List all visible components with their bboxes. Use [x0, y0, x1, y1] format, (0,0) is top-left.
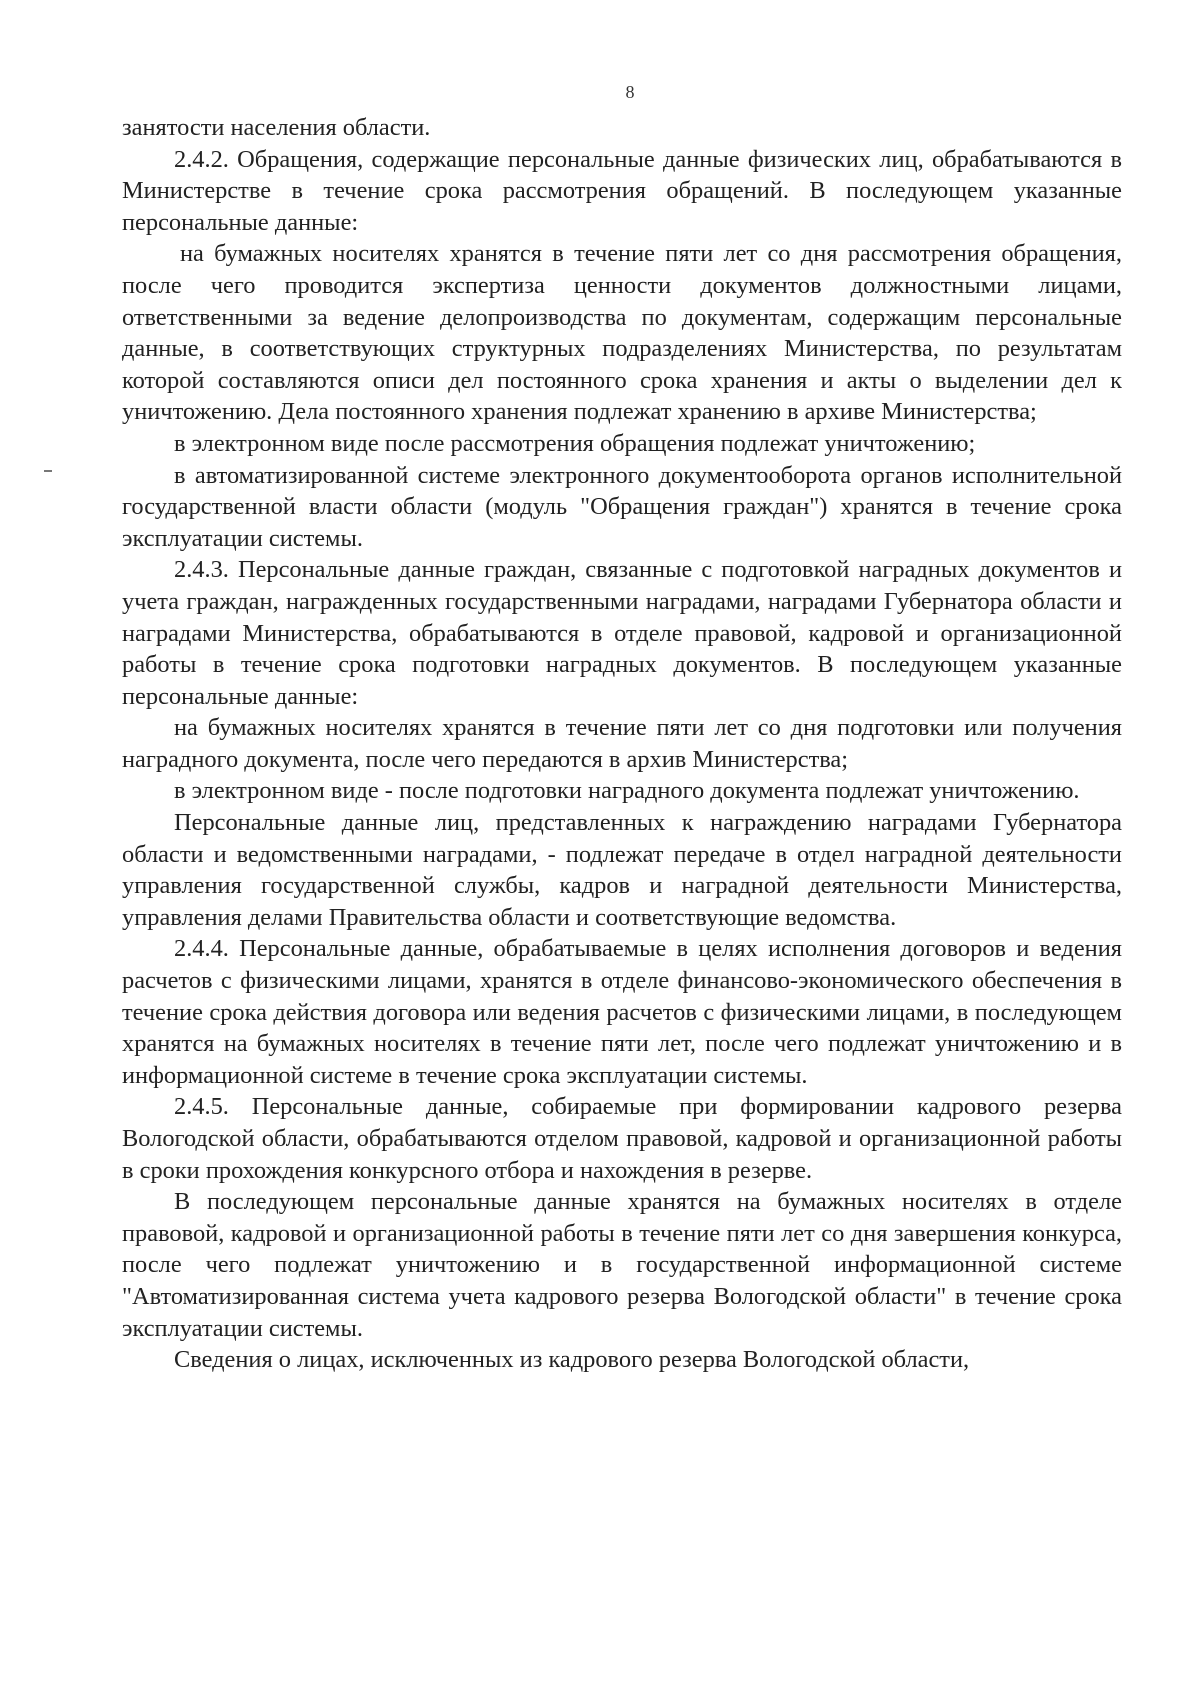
- paragraph-electronic-appeals: в электронном виде после рассмотрения обращения подлежат уничтожению;: [174, 429, 976, 457]
- paragraph-2-4-4: 2.4.4. Персональные данные, обрабатываемые в целях исполнения договоров и ведения расчетов с физическими лицами, хранятся в отделе финансово-экономического обеспечения в течение срока действия договора или ведения расчетов с физическими лицами, в последующем хранятся на бумажных носителях в течение пяти лет, после чего подлежат уничтожению и в информационной системе в течение срока эксплуатации системы.: [122, 935, 1122, 1089]
- paragraph-paper-storage-appeals: на бумажных носителях хранятся в течение пяти лет со дня рассмотрения обращения, после чего проводится экспертиза ценности документов должностными лицами, ответственными за ведение делопроизводства по документам, содержащим персональные данные, в соответствующих структурных подразделениях Министерства, по результатам которой составляются описи дел постоянного срока хранения и акты о выделении дел к уничтожению. Дела постоянного хранения подлежат хранению в архиве Министерства;: [122, 240, 1122, 426]
- paragraph-2-4-3: 2.4.3. Персональные данные граждан, связанные с подготовкой наградных документов и учета граждан, награжденных государственными наградами, наградами Губернатора области и наградами Министерства, обрабатываются в отделе правовой, кадровой и организационной работы в течение срока подготовки наградных документов. В последующем указанные персональные данные:: [122, 556, 1122, 710]
- paragraph-electronic-awards: в электронном виде - после подготовки наградного документа подлежат уничтожению.: [174, 777, 1080, 805]
- paragraph-continuation: занятости населения области.: [122, 114, 431, 141]
- page-number: 8: [625, 82, 635, 102]
- paragraph-reserve-storage: В последующем персональные данные хранятся на бумажных носителях в отделе правовой, кадровой и организационной работы в течение пяти лет со дня завершения конкурса, после чего подлежат уничтожению и в государственной информационной системе "Автоматизированная система учета кадрового резерва Вологодской области" в течение срока эксплуатации системы.: [122, 1188, 1122, 1342]
- paragraph-paper-storage-awards: на бумажных носителях хранятся в течение пяти лет со дня подготовки или получения наградного документа, после чего передаются в архив Министерства;: [122, 714, 1122, 773]
- paragraph-award-nominees: Персональные данные лиц, представленных к награждению наградами Губернатора области и ведомственными наградами, - подлежат передаче в отдел наградной деятельности управления государственной службы, кадров и наградной деятельности Министерства, управления делами Правительства области и соответствующие ведомства.: [122, 809, 1122, 931]
- paragraph-2-4-5: 2.4.5. Персональные данные, собираемые при формировании кадрового резерва Вологодской области, обрабатываются отделом правовой, кадровой и организационной работы в сроки прохождения конкурсного отбора и нахождения в резерве.: [122, 1093, 1122, 1184]
- paragraph-automated-system: в автоматизированной системе электронного документооборота органов исполнительной государственной власти области (модуль "Обращения граждан") хранятся в течение срока эксплуатации системы.: [122, 461, 1122, 552]
- document-body: [122, 112, 1122, 1376]
- margin-mark: [44, 470, 52, 472]
- paragraph-excluded-persons: Сведения о лицах, исключенных из кадрового резерва Вологодской области,: [174, 1346, 970, 1374]
- paragraph-2-4-2: 2.4.2. Обращения, содержащие персональные данные физических лиц, обрабатываются в Министерстве в течение срока рассмотрения обращений. В последующем указанные персональные данные:: [122, 145, 1122, 236]
